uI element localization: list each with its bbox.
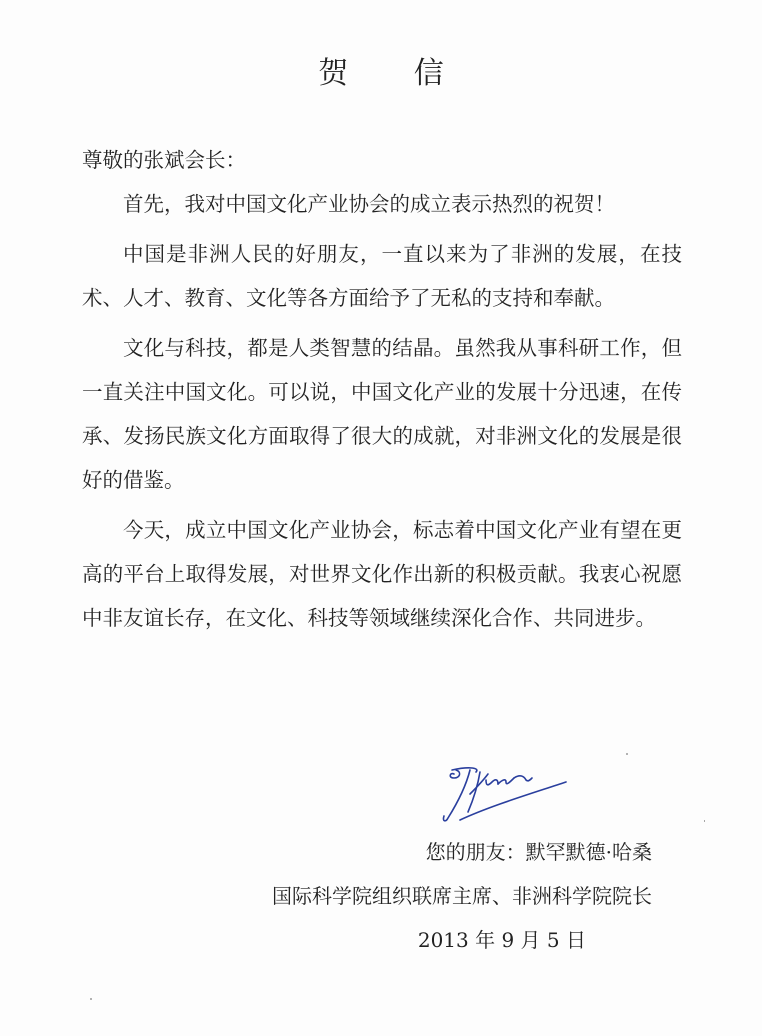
paragraph-3: 文化与科技，都是人类智慧的结晶。虽然我从事科研工作，但一直关注中国文化。可以说，中国文化产业的发展十分迅速，在传承、发扬民族文化方面取得了很大的成就，对非洲文化的发展是很好的借鉴。 [82,336,682,492]
closing-friend: 您的朋友：默罕默德·哈桑 [425,840,652,864]
letter-body [82,138,682,646]
scan-speck [626,753,628,755]
paragraph-1: 首先，我对中国文化产业协会的成立表示热烈的祝贺！ [123,192,615,216]
letter-title: 贺 信 [318,56,472,91]
paragraph-2: 中国是非洲人民的好朋友，一直以来为了非洲的发展，在技术、人才、教育、文化等各方面给予了无私的支持和奉献。 [82,242,682,310]
scan-speck [90,998,92,1000]
letter-date: 2013 年 9 月 5 日 [417,928,586,952]
signature-icon [440,760,570,830]
salutation: 尊敬的张斌会长： [82,148,246,172]
paragraph-4: 今天，成立中国文化产业协会，标志着中国文化产业有望在更高的平台上取得发展，对世界文化作出新的积极贡献。我衷心祝愿中非友谊长存，在文化、科技等领域继续深化合作、共同进步。 [82,518,682,630]
closing-position: 国际科学院组织联席主席、非洲科学院院长 [272,884,652,908]
scan-speck [704,820,705,822]
